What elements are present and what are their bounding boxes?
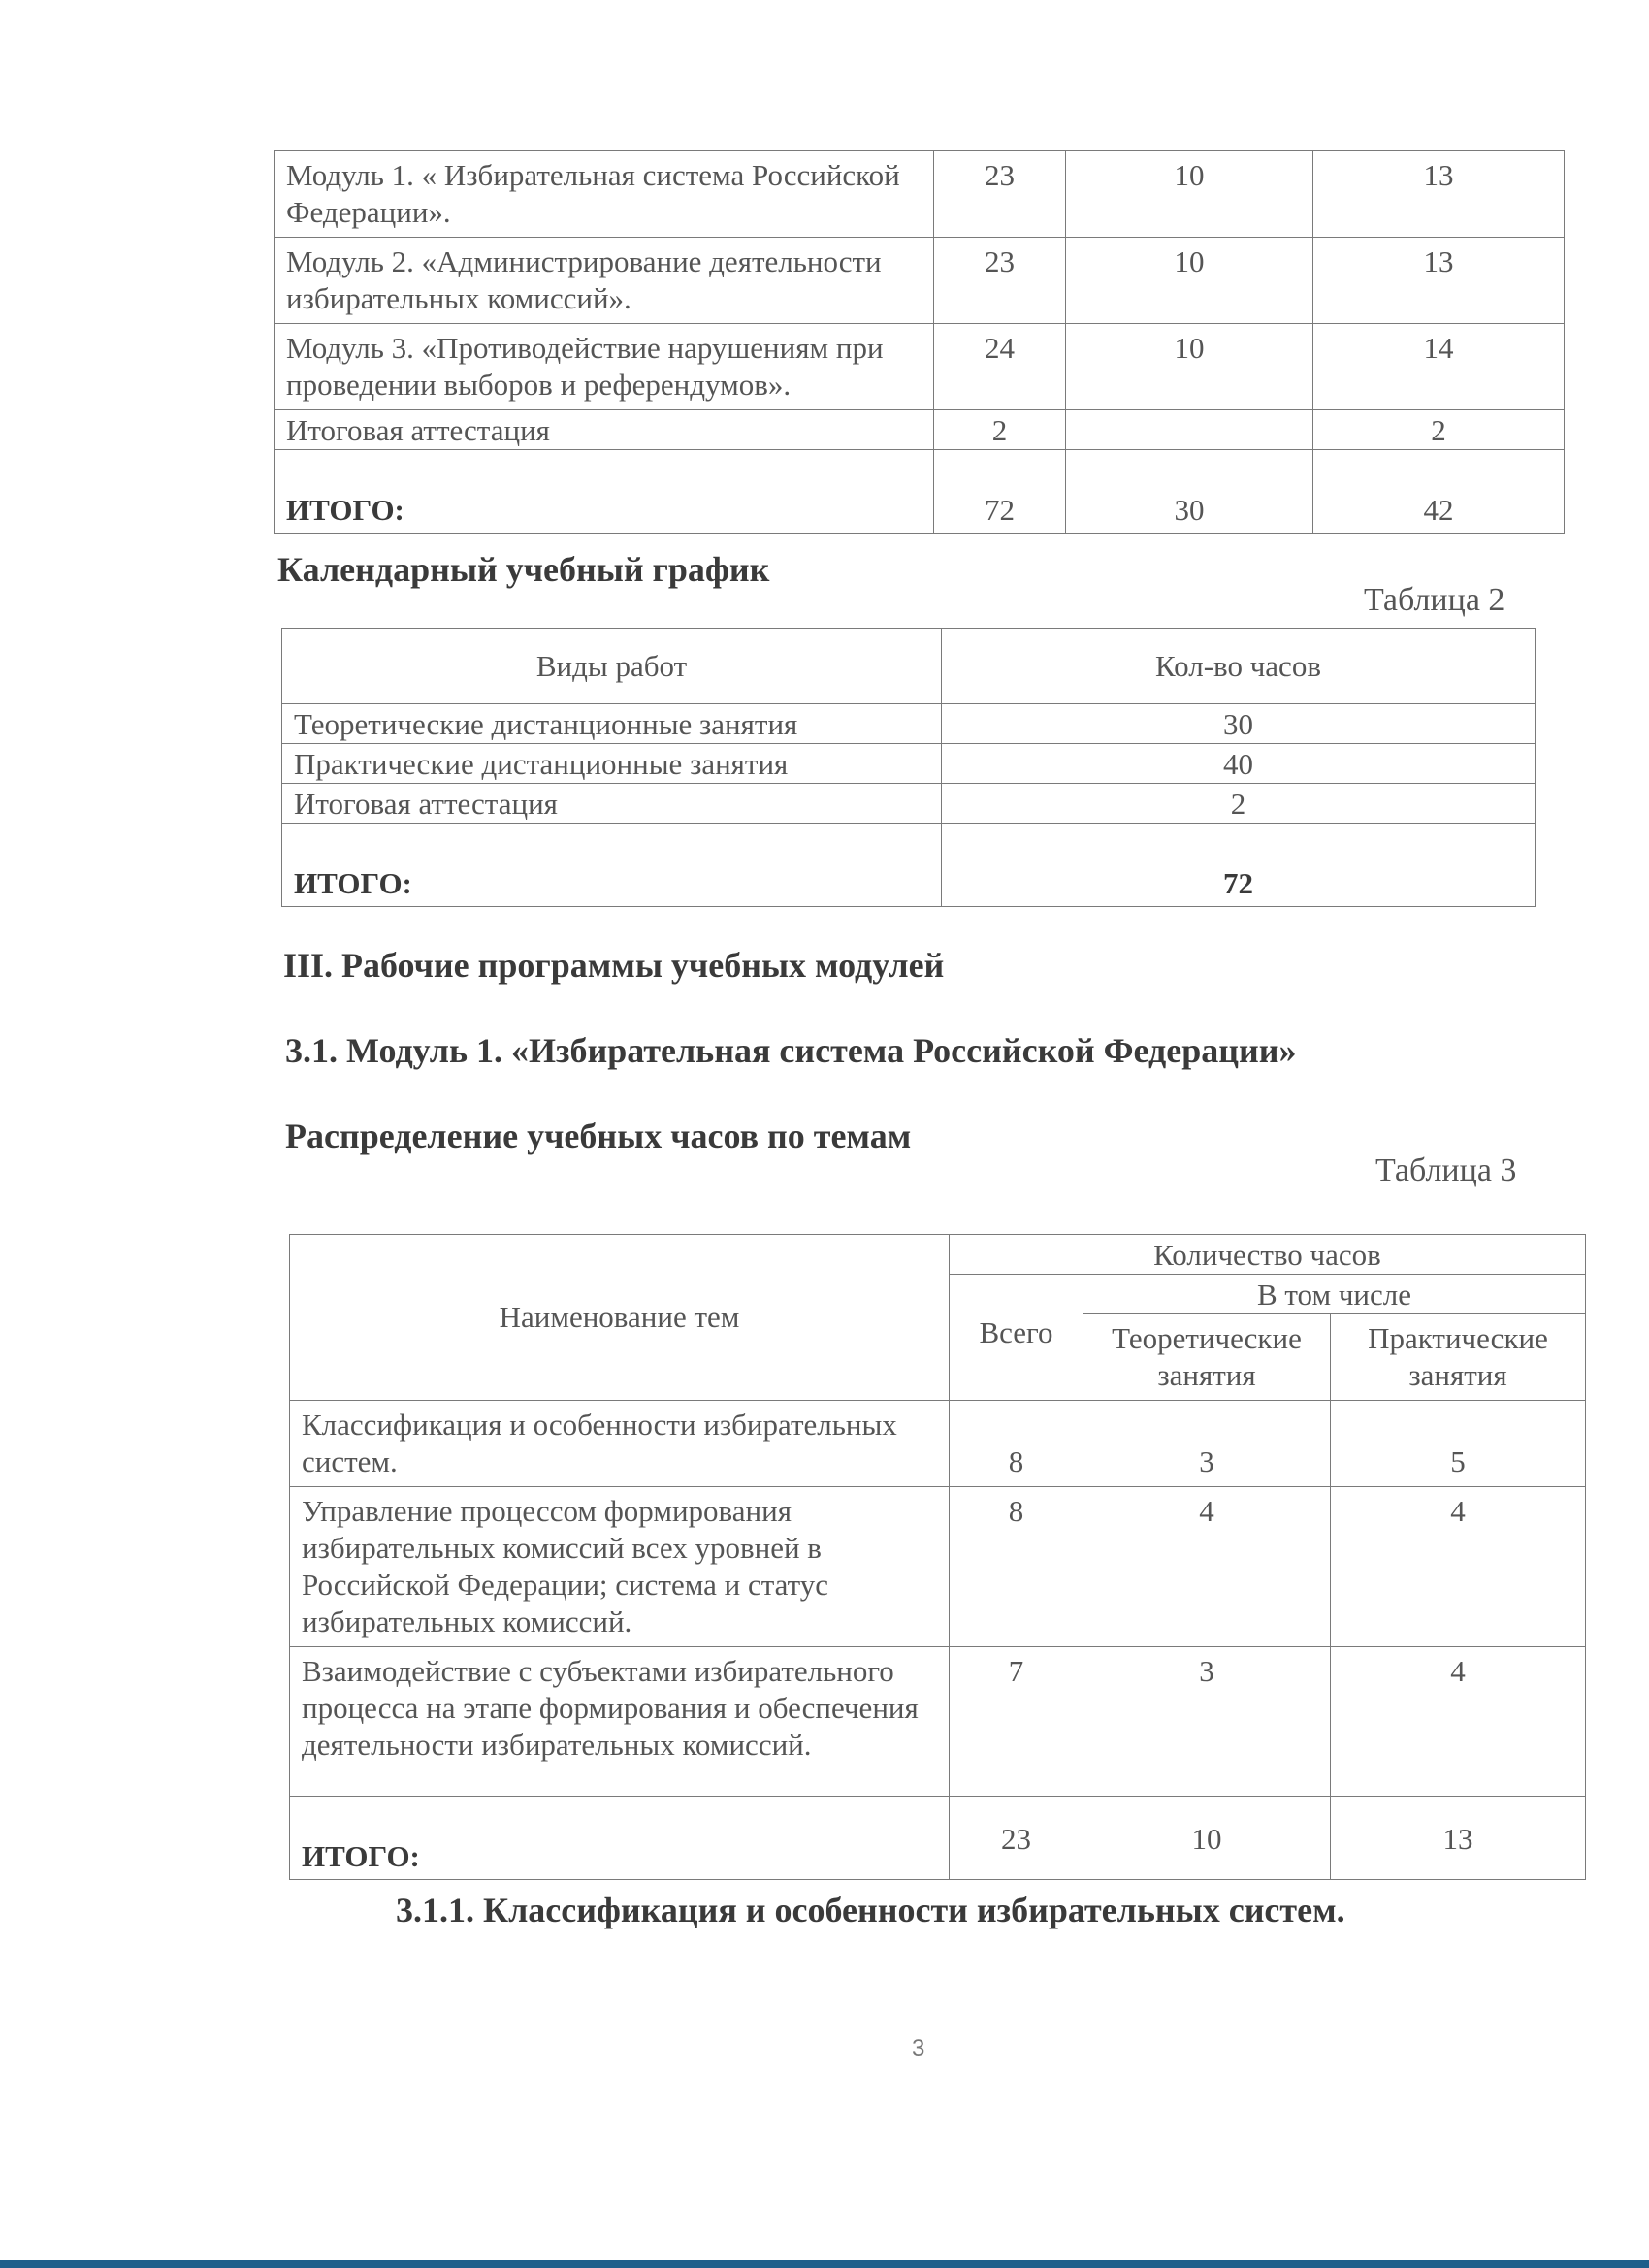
topic-name: Классификация и особенности избирательных систем. (290, 1401, 950, 1487)
subsection-heading: 3.1.1. Классификация и особенности избирательных систем. (396, 1891, 1345, 1929)
module-heading: 3.1. Модуль 1. «Избирательная система Российской Федерации» (285, 1031, 1297, 1070)
total-hours: 24 (934, 324, 1066, 410)
theory-hours: 10 (1066, 324, 1313, 410)
table-row (290, 1647, 1586, 1797)
total-hours: 23 (934, 238, 1066, 324)
total-header: Всего (950, 1314, 1083, 1401)
practice-hours: 4 (1331, 1647, 1586, 1797)
hours-header: Количество часов (950, 1235, 1586, 1275)
table-row (275, 324, 1565, 410)
theory-hours: 10 (1083, 1797, 1331, 1880)
table-row (290, 1401, 1586, 1487)
practice-hours: 42 (1313, 450, 1565, 534)
total-hours: 72 (942, 824, 1536, 907)
total-row (275, 450, 1565, 534)
table-row (290, 1487, 1586, 1647)
work-hours: 30 (942, 704, 1536, 744)
theory-hours: 10 (1066, 151, 1313, 238)
topic-name: Управление процессом формирования избирательных комиссий всех уровней в Российской Федерации; система и статус избирательных комиссий. (290, 1487, 950, 1647)
total-label: ИТОГО: (290, 1797, 950, 1880)
theory-header: Теоретические занятия (1083, 1314, 1331, 1401)
practice-hours: 13 (1331, 1797, 1586, 1880)
table-row (282, 704, 1536, 744)
total-hours: 8 (950, 1401, 1083, 1487)
table-row (282, 744, 1536, 784)
work-hours: 40 (942, 744, 1536, 784)
work-kind: Практические дистанционные занятия (282, 744, 942, 784)
distribution-heading: Распределение учебных часов по темам (285, 1117, 912, 1155)
practice-hours: 13 (1313, 238, 1565, 324)
module-name: Модуль 1. « Избирательная система Российской Федерации». (275, 151, 934, 238)
page-number: 3 (912, 2035, 925, 2061)
total-label: ИТОГО: (282, 824, 942, 907)
theory-hours: 30 (1066, 450, 1313, 534)
calendar-heading: Календарный учебный график (277, 550, 770, 589)
work-kind: Итоговая аттестация (282, 784, 942, 824)
theory-hours: 3 (1083, 1647, 1331, 1797)
kind-header: Виды работ (282, 629, 942, 704)
calendar-table (281, 628, 1536, 907)
total-hours: 23 (934, 151, 1066, 238)
including-header: В том числе (1083, 1275, 1586, 1314)
table-row (275, 410, 1565, 450)
theory-hours: 3 (1083, 1401, 1331, 1487)
total-hours: 2 (934, 410, 1066, 450)
topics-header: Наименование тем (290, 1235, 950, 1401)
table-row (275, 238, 1565, 324)
total-hours: 72 (934, 450, 1066, 534)
topic-name: Взаимодействие с субъектами избирательного процесса на этапе формирования и обеспечения деятельности избирательных комиссий. (290, 1647, 950, 1797)
practice-header: Практические занятия (1331, 1314, 1586, 1401)
practice-hours: 4 (1331, 1487, 1586, 1647)
table-row (282, 784, 1536, 824)
work-kind: Теоретические дистанционные занятия (282, 704, 942, 744)
table-header-row (290, 1235, 1586, 1275)
table-header-row (282, 629, 1536, 704)
module-name: Модуль 3. «Противодействие нарушениям при проведении выборов и референдумов». (275, 324, 934, 410)
section-heading: III. Рабочие программы учебных модулей (283, 946, 945, 985)
total-label: ИТОГО: (275, 450, 934, 534)
table3-caption: Таблица 3 (1375, 1152, 1517, 1188)
practice-hours: 5 (1331, 1401, 1586, 1487)
theory-hours: 10 (1066, 238, 1313, 324)
practice-hours: 2 (1313, 410, 1565, 450)
theory-hours (1066, 410, 1313, 450)
work-hours: 2 (942, 784, 1536, 824)
practice-hours: 14 (1313, 324, 1565, 410)
table-row (275, 151, 1565, 238)
topics-hours-table (289, 1234, 1586, 1880)
module-name: Модуль 2. «Администрирование деятельности избирательных комиссий». (275, 238, 934, 324)
module-name: Итоговая аттестация (275, 410, 934, 450)
total-row (282, 824, 1536, 907)
total-hours: 8 (950, 1487, 1083, 1647)
bottom-edge-bar (0, 2260, 1649, 2268)
theory-hours: 4 (1083, 1487, 1331, 1647)
total-hours: 7 (950, 1647, 1083, 1797)
total-row (290, 1797, 1586, 1880)
table2-caption: Таблица 2 (1364, 582, 1505, 618)
practice-hours: 13 (1313, 151, 1565, 238)
hours-header: Кол-во часов (942, 629, 1536, 704)
modules-hours-table (274, 150, 1565, 534)
total-hours: 23 (950, 1797, 1083, 1880)
